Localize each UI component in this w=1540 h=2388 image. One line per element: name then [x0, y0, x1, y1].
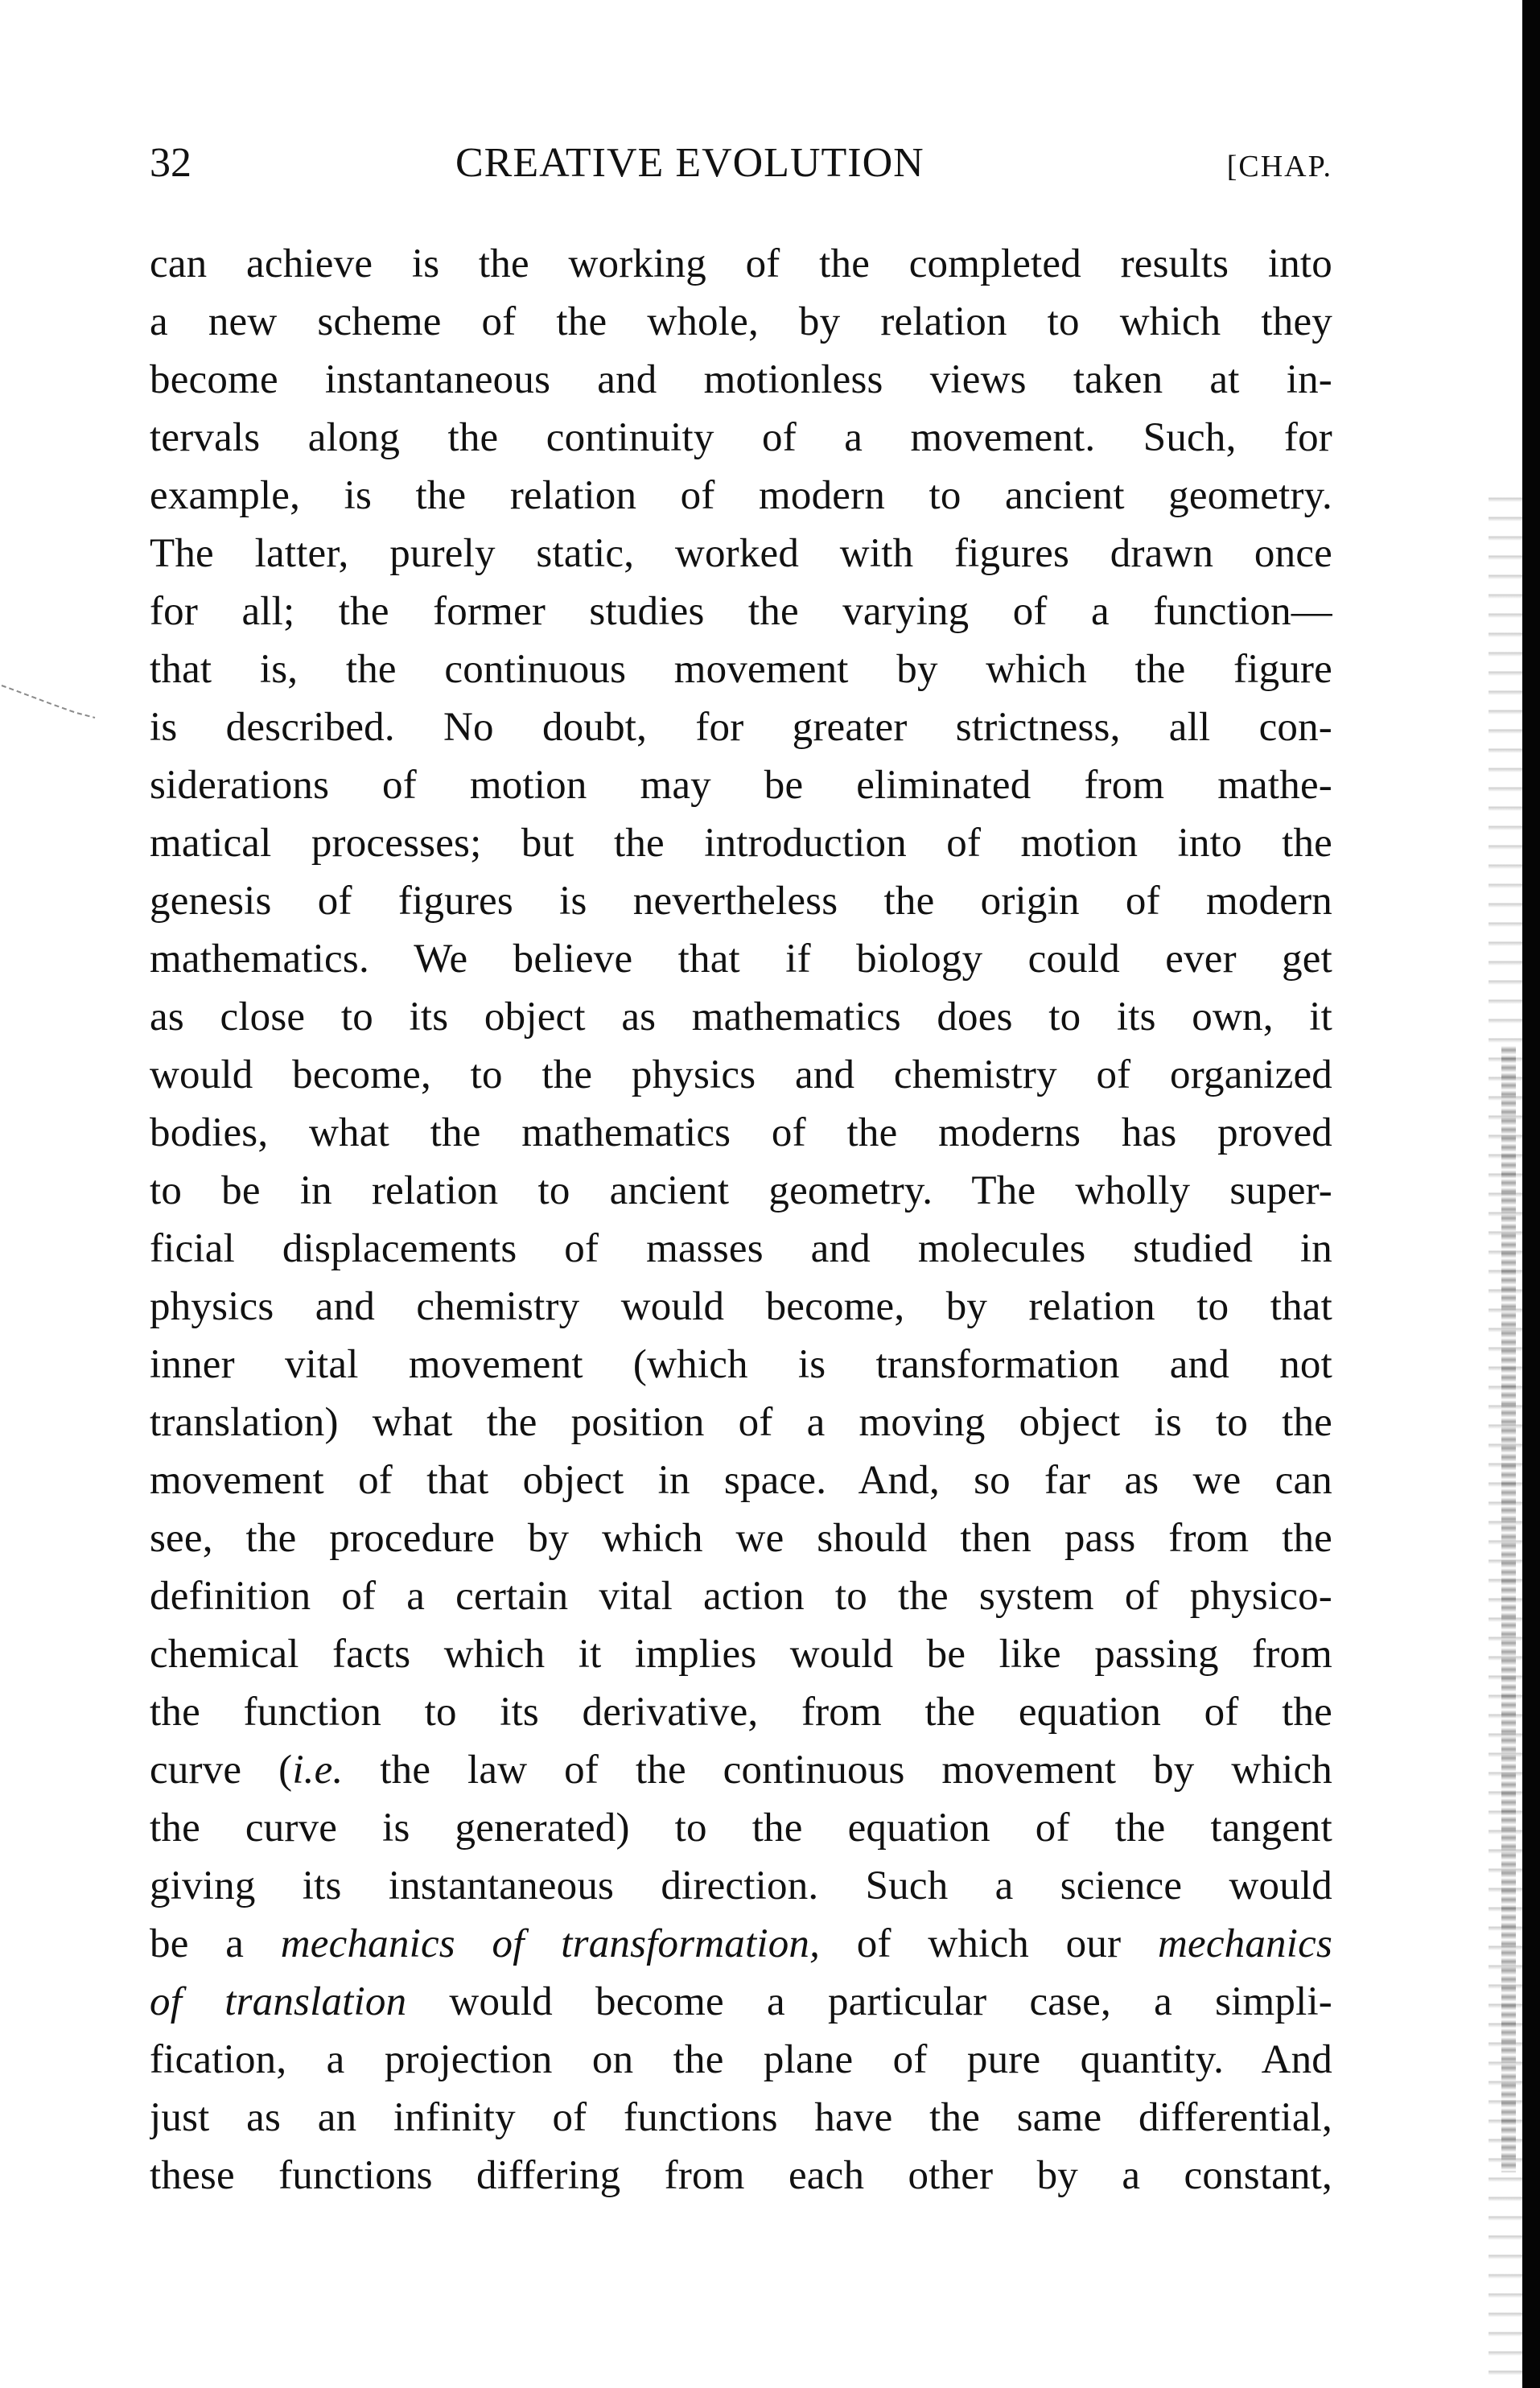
text-line [150, 1625, 1332, 1683]
text-line [150, 872, 1332, 930]
text-run: curve ( [150, 1748, 293, 1793]
running-header [150, 135, 1332, 191]
text-line [150, 1567, 1332, 1625]
text-run: would become a particular case, a simpli- [406, 1979, 1332, 2024]
text-run: chemical facts which it implies would be like passing from [150, 1632, 1332, 1677]
italic-text: mechanics [1157, 1921, 1332, 1966]
text-line [150, 1509, 1332, 1567]
text-line [150, 930, 1332, 988]
text-run: matical processes; but the introduction of motion into the [150, 821, 1332, 866]
text-line [150, 1683, 1332, 1741]
body-text [150, 235, 1332, 2205]
text-line [150, 640, 1332, 698]
text-run: ficial displacements of masses and molecules studied in [150, 1226, 1332, 1271]
text-line [150, 293, 1332, 351]
text-run: The latter, purely static, worked with figures drawn once [150, 531, 1332, 576]
binding-edge [1522, 0, 1540, 2388]
text-run: see, the procedure by which we should then pass from the [150, 1516, 1332, 1561]
binding-shadow-detail [1501, 1046, 1516, 2172]
text-run: genesis of figures is nevertheless the origin of modern [150, 879, 1332, 924]
text-line [150, 1046, 1332, 1104]
text-line [150, 1104, 1332, 1162]
text-run: as close to its object as mathematics does to its own, it [150, 994, 1332, 1040]
chapter-label: [CHAP. [1226, 150, 1332, 183]
text-line [150, 1336, 1332, 1394]
italic-text: mechanics of transformation, [280, 1921, 821, 1966]
text-line [150, 1741, 1332, 1799]
text-run: fication, a projection on the plane of pure quantity. And [150, 2037, 1332, 2082]
text-run: bodies, what the mathematics of the moderns has proved [150, 1110, 1332, 1155]
text-line [150, 2147, 1332, 2205]
text-line [150, 1915, 1332, 1973]
text-run: just as an infinity of functions have the same differential, [150, 2095, 1332, 2140]
text-line [150, 583, 1332, 640]
italic-text: i.e. [292, 1748, 344, 1793]
text-line [150, 2031, 1332, 2089]
text-line [150, 698, 1332, 756]
text-run: movement of that object in space. And, so far as we can [150, 1458, 1332, 1503]
margin-pencil-mark [0, 682, 97, 723]
text-run: siderations of motion may be eliminated from mathe- [150, 763, 1332, 808]
text-run: the law of the continuous movement by which [343, 1748, 1332, 1793]
text-run: would become, to the physics and chemistry of organized [150, 1052, 1332, 1097]
text-run: these functions differing from each other by a constant, [150, 2153, 1332, 2198]
text-run: giving its instantaneous direction. Such a science would [150, 1863, 1332, 1908]
text-run: become instantaneous and motionless views taken at in- [150, 357, 1332, 402]
text-run: of which our [820, 1921, 1158, 1966]
text-line [150, 814, 1332, 872]
text-run: be a [150, 1921, 281, 1966]
text-run: for all; the former studies the varying of a function— [150, 589, 1332, 634]
text-run: can achieve is the working of the completed results into [150, 241, 1332, 286]
text-run: tervals along the continuity of a movement. Such, for [150, 415, 1332, 460]
text-line [150, 2089, 1332, 2147]
text-run: the function to its derivative, from the equation of the [150, 1690, 1332, 1735]
text-run: is described. No doubt, for greater strictness, all con- [150, 705, 1332, 750]
text-line [150, 409, 1332, 467]
text-line [150, 1220, 1332, 1278]
text-line [150, 525, 1332, 583]
text-run: definition of a certain vital action to the system of physico- [150, 1574, 1332, 1619]
text-line [150, 1799, 1332, 1857]
page-number: 32 [150, 140, 191, 186]
text-line [150, 1451, 1332, 1509]
text-line [150, 1857, 1332, 1915]
text-run: mathematics. We believe that if biology could ever get [150, 937, 1332, 982]
text-line [150, 351, 1332, 409]
text-line [150, 467, 1332, 525]
text-line [150, 1162, 1332, 1220]
text-line [150, 1973, 1332, 2031]
text-line [150, 235, 1332, 293]
text-run: the curve is generated) to the equation of the tangent [150, 1805, 1332, 1851]
text-run: example, is the relation of modern to ancient geometry. [150, 473, 1332, 518]
text-line [150, 756, 1332, 814]
text-run: a new scheme of the whole, by relation to which they [150, 299, 1332, 344]
text-line [150, 1394, 1332, 1451]
text-line [150, 1278, 1332, 1336]
text-run: to be in relation to ancient geometry. The wholly super- [150, 1168, 1332, 1213]
text-line [150, 988, 1332, 1046]
text-run: physics and chemistry would become, by relation to that [150, 1284, 1332, 1329]
text-run: inner vital movement (which is transformation and not [150, 1342, 1332, 1387]
italic-text: of translation [150, 1979, 407, 2024]
running-title: CREATIVE EVOLUTION [455, 140, 924, 186]
text-run: translation) what the position of a moving object is to the [150, 1400, 1332, 1445]
text-run: that is, the continuous movement by which the figure [150, 647, 1332, 692]
